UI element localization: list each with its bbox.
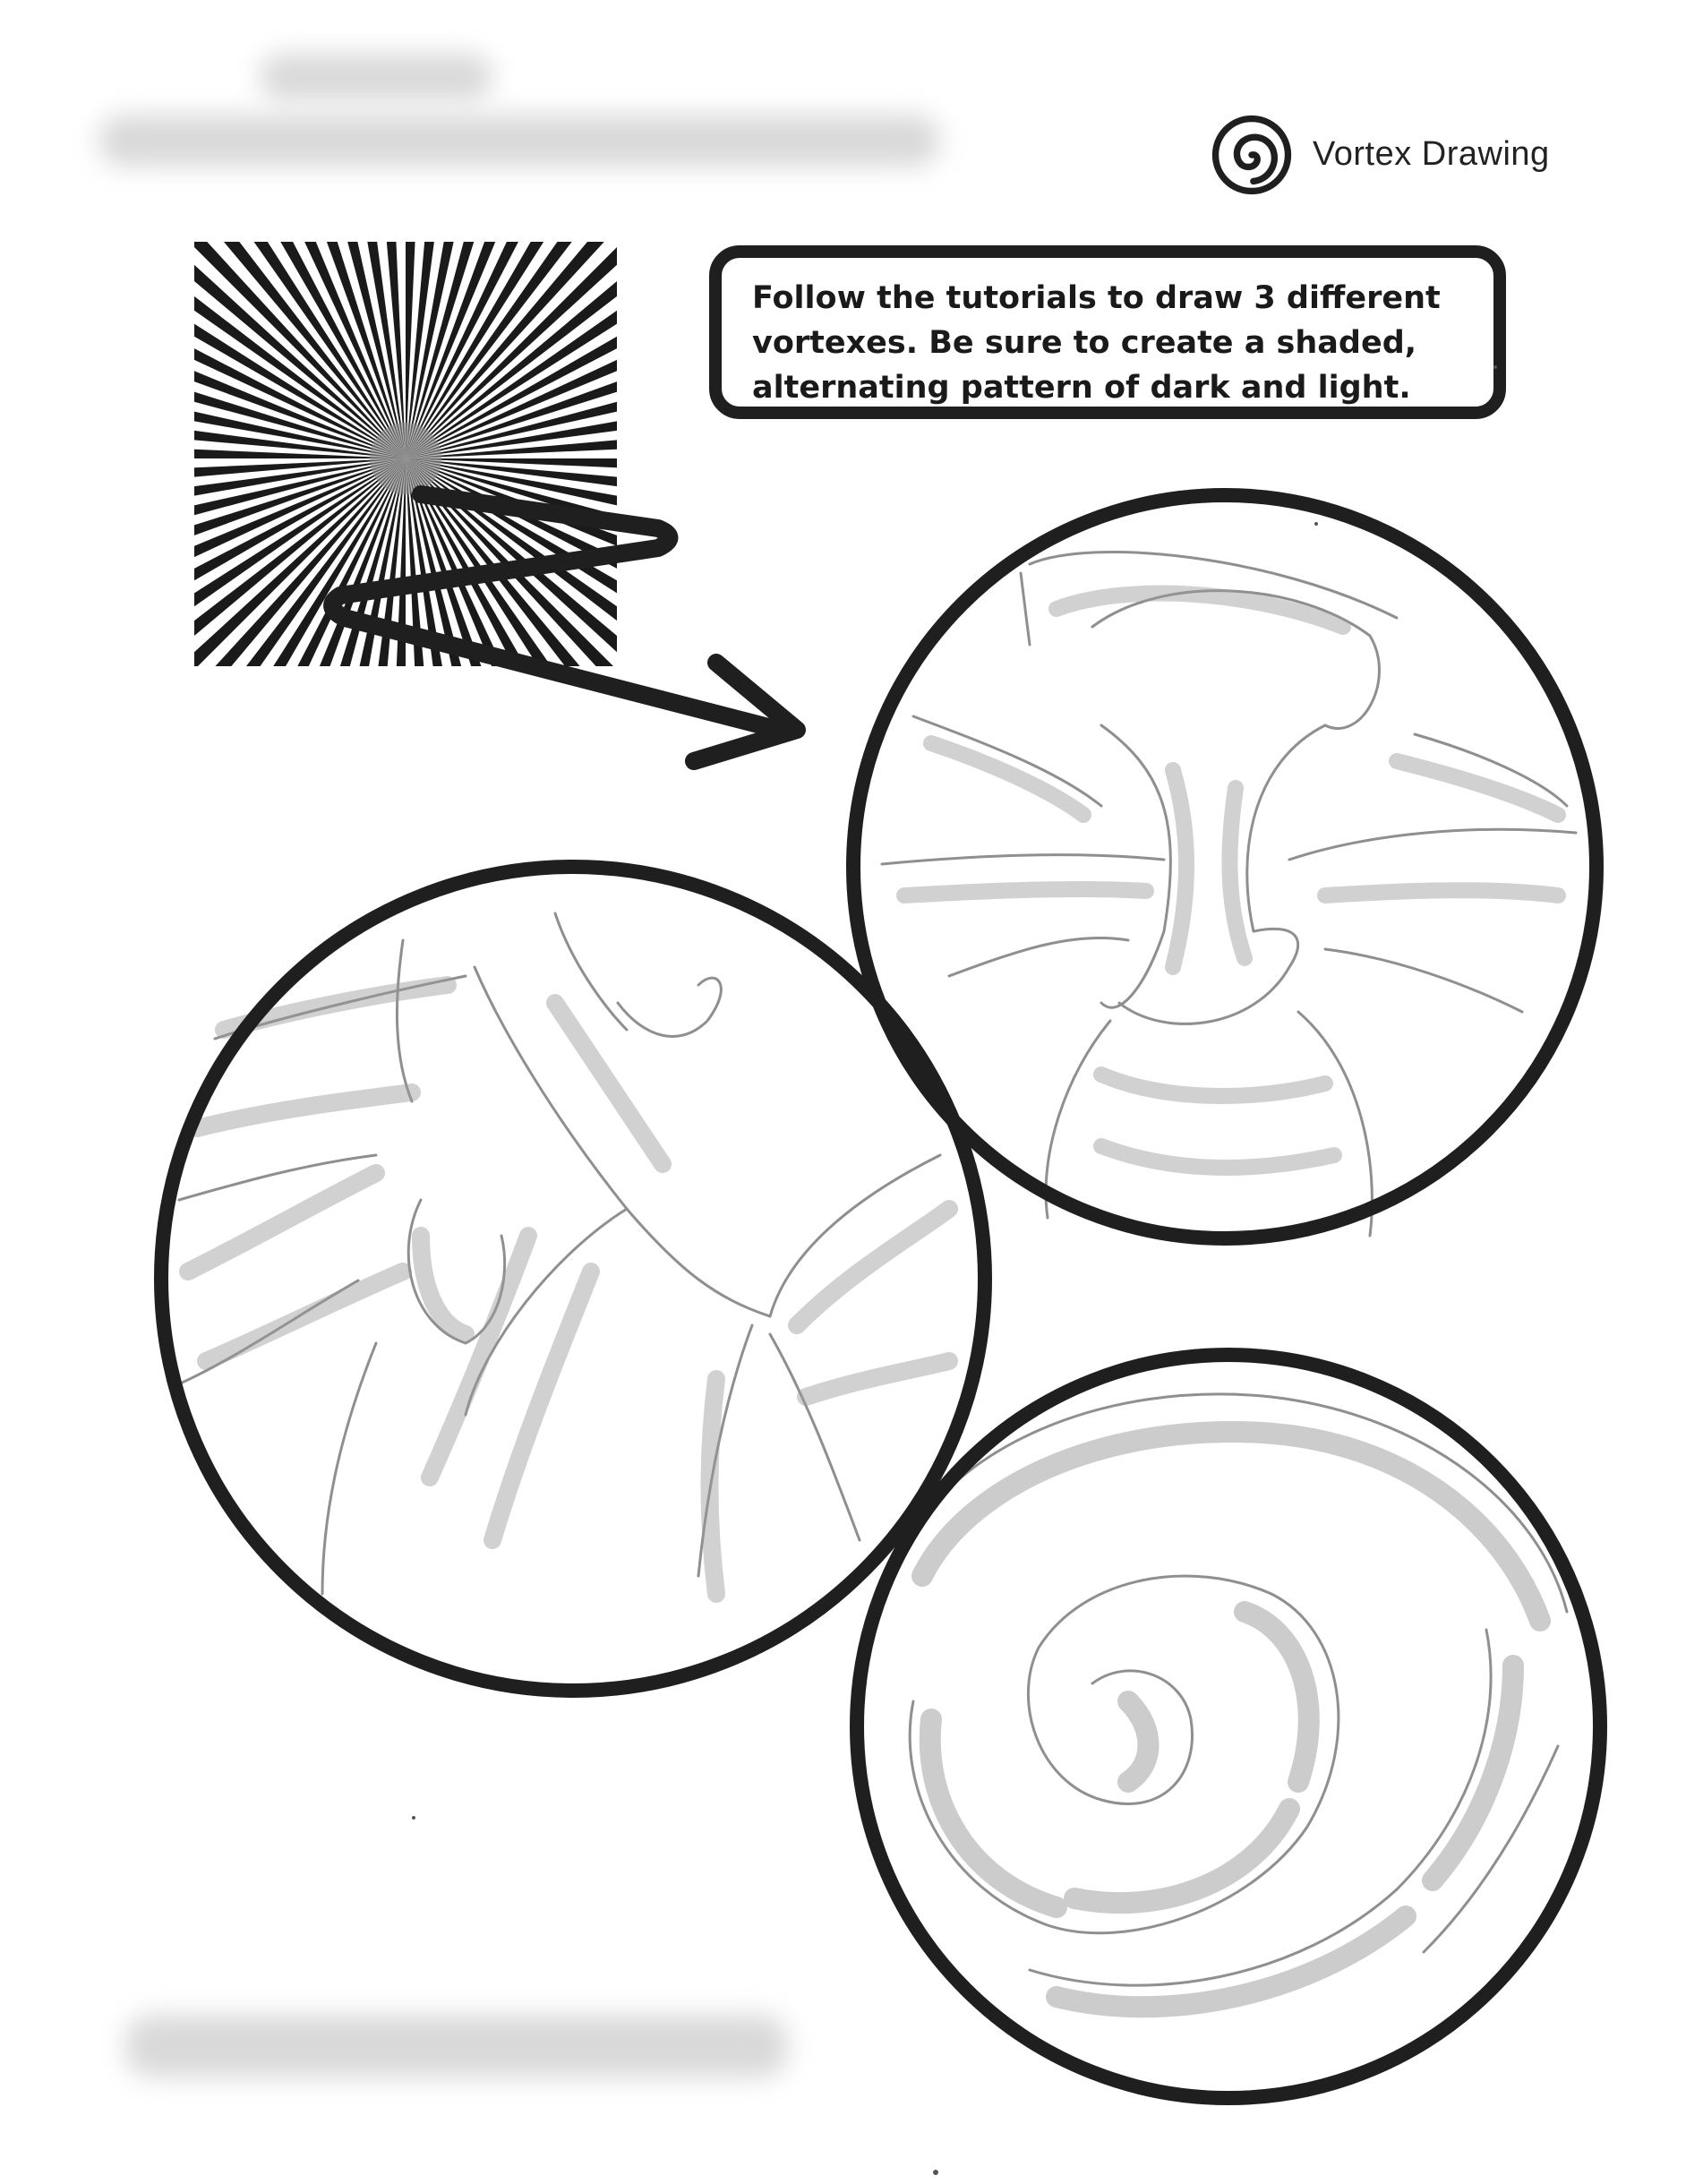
zigzag-arrow xyxy=(332,494,797,761)
vortex-drawing-top-right xyxy=(853,495,1596,1238)
vortex-drawing-bottom-right xyxy=(857,1355,1600,2098)
instruction-text: Follow the tutorials to draw 3 different vortexes. Be sure to create a shaded, alternating pattern of dark and light. xyxy=(752,280,1441,406)
vortex-drawing-left xyxy=(161,867,985,1691)
stray-marks xyxy=(412,365,1497,2175)
brand-title: Vortex Drawing xyxy=(1313,135,1550,173)
